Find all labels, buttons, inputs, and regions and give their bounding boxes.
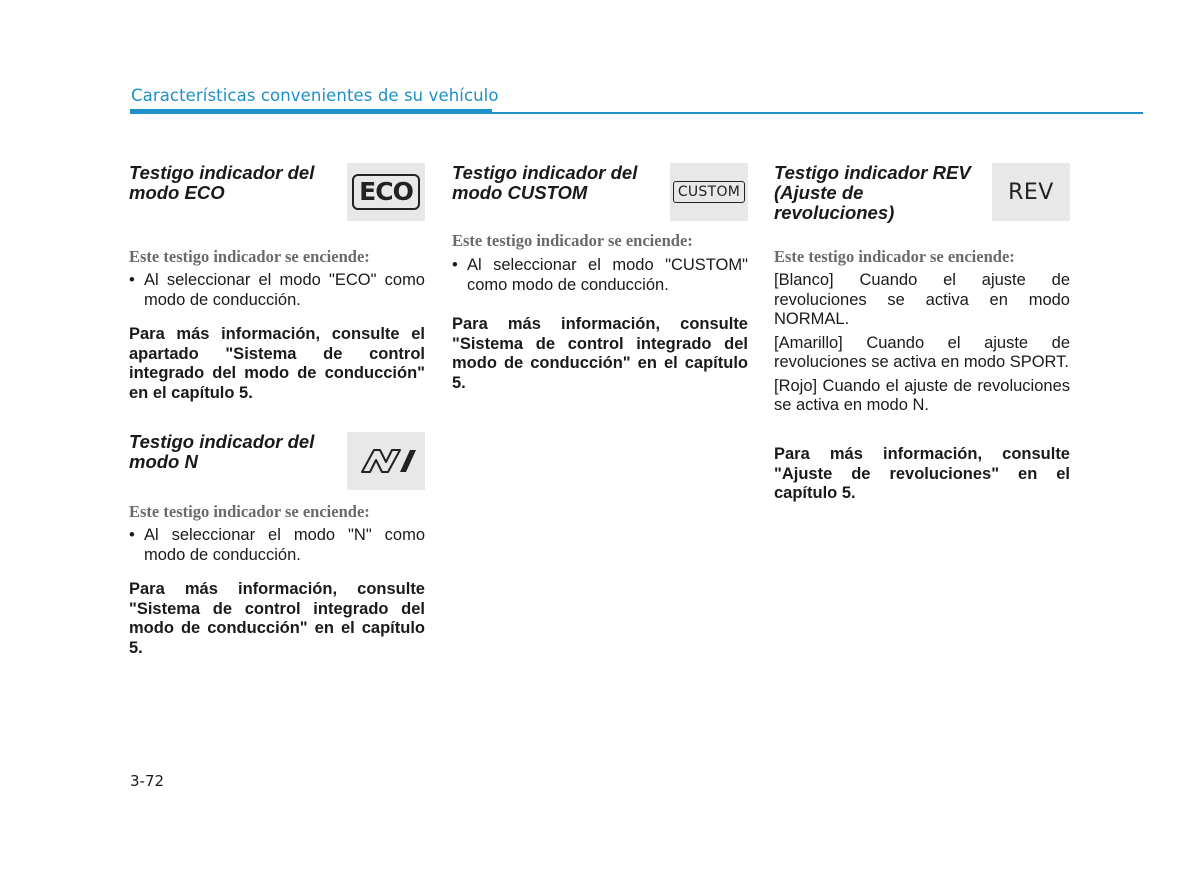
n-mode-icon — [347, 432, 425, 490]
rev-indicator-section — [774, 163, 1070, 508]
n-section-title: Testigo indicador del modo N — [129, 431, 315, 472]
eco-indicator-icon — [347, 163, 425, 221]
n-bullet-text: Al seleccionar el modo "N" como modo de conducción. — [144, 526, 425, 564]
eco-bullet-text: Al seleccionar el modo "ECO" como modo de conducción. — [144, 271, 425, 309]
rev-lead-text: Este testigo indicador se enciende: — [774, 247, 1015, 266]
n-bullet-item — [129, 526, 425, 565]
rev-paragraph-red: [Rojo] Cuando el ajuste de revoluciones se activa en modo N. — [774, 376, 1070, 414]
custom-section-title: Testigo indicador del modo CUSTOM — [452, 162, 638, 203]
bullet-marker: • — [452, 256, 458, 274]
section-title: Características convenientes de su vehículo — [131, 86, 499, 105]
rev-section-title: Testigo indicador REV (Ajuste de revoluciones) — [774, 162, 971, 223]
eco-bullet-item — [129, 271, 425, 310]
custom-bullet-text: Al seleccionar el modo "CUSTOM" como modo de conducción. — [467, 256, 748, 294]
eco-icon-label: ECO — [352, 174, 420, 210]
rev-indicator-icon — [992, 163, 1070, 221]
custom-indicator-icon — [670, 163, 748, 221]
custom-icon-label: CUSTOM — [673, 181, 745, 203]
n-mode-indicator-section — [129, 432, 425, 667]
n-logo-icon — [356, 448, 416, 474]
n-lead-text: Este testigo indicador se enciende: — [129, 502, 370, 521]
n-note-text: Para más información, consulte "Sistema de control integrado del modo de conducción" en el capítulo 5. — [129, 580, 425, 657]
rev-paragraph-yellow: [Amarillo] Cuando el ajuste de revoluciones se activa en modo SPORT. — [774, 333, 1070, 371]
custom-note-text: Para más información, consulte "Sistema de control integrado del modo de conducción" en el capítulo 5. — [452, 315, 748, 392]
rev-paragraph-white: [Blanco] Cuando el ajuste de revoluciones se activa en modo NORMAL. — [774, 271, 1070, 328]
page-number: 3-72 — [130, 772, 165, 790]
rev-icon-label: REV — [1008, 179, 1054, 205]
bullet-marker: • — [129, 526, 135, 544]
custom-lead-text: Este testigo indicador se enciende: — [452, 231, 693, 250]
eco-lead-text: Este testigo indicador se enciende: — [129, 247, 370, 266]
custom-indicator-section — [452, 163, 748, 403]
eco-section-title: Testigo indicador del modo ECO — [129, 162, 315, 203]
rev-note-text: Para más información, consulte "Ajuste de revoluciones" en el capítulo 5. — [774, 445, 1070, 502]
eco-indicator-section — [129, 163, 425, 408]
custom-bullet-item — [452, 256, 748, 295]
header-accent-bar — [130, 109, 492, 114]
bullet-marker: • — [129, 271, 135, 289]
rev-paragraphs — [774, 271, 1070, 420]
eco-note-text: Para más información, consulte el apartado "Sistema de control integrado del modo de conducción" en el capítulo 5. — [129, 325, 425, 402]
